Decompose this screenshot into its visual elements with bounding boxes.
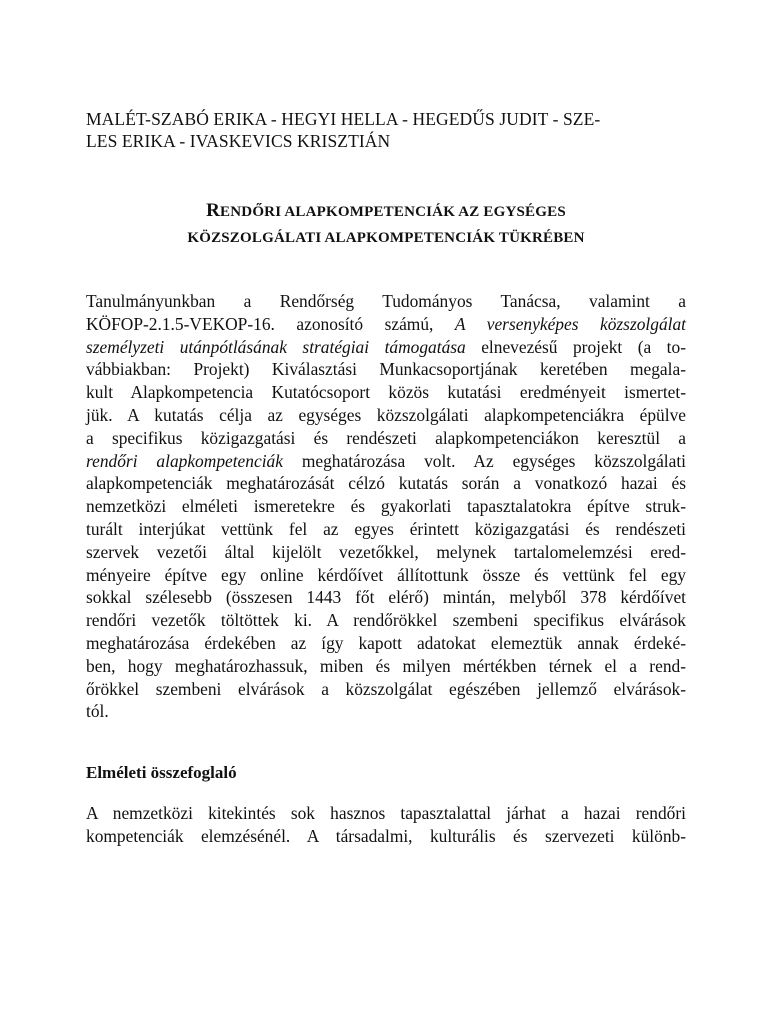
paragraph-line: szervek vezetői által kijelölt vezetőkkel, melynek tartalomelemzési ered- <box>86 541 686 562</box>
paragraph-line: a specifikus közigazgatási és rendészeti alapkompetenciákon keresztül a <box>86 427 686 448</box>
section-heading: Elméleti összefoglaló <box>86 763 237 782</box>
paper-title <box>86 198 686 251</box>
text-run: meghatározása volt. Az egységes közszolgálati <box>282 450 687 471</box>
title-initial: R <box>206 200 221 221</box>
title-line-1 <box>86 198 686 225</box>
paragraph-line <box>86 450 686 473</box>
project-title-italic: személyzeti utánpótlásának stratégiai támogatása <box>86 336 466 357</box>
paragraph-line: kult Alapkompetencia Kutatócsoport közös kutatási eredményeit ismertet- <box>86 382 686 403</box>
paragraph-line: kompetenciák elemzésénél. A társadalmi, kulturális és szervezeti különb- <box>86 825 686 846</box>
paragraph-line <box>86 336 686 359</box>
title-line-1-rest: ENDŐRI ALAPKOMPETENCIÁK AZ EGYSÉGES <box>220 204 566 220</box>
text-run: KÖFOP-2.1.5-VEKOP-16. azonosító számú, <box>86 313 455 334</box>
paragraph-line: rendőri vezetők töltöttek ki. A rendőrökkel szembeni specifikus elvárások <box>86 610 686 631</box>
paragraph-line: nemzetközi elméleti ismeretekre és gyakorlati tapasztalatokra építve struk- <box>86 496 686 517</box>
paragraph-line: őrökkel szembeni elvárások a közszolgálat egészében jellemző elvárások- <box>86 678 686 699</box>
paragraph-line: meghatározása érdekében az így kapott adatokat elemeztük annak érdeké- <box>86 632 686 653</box>
paragraph-line: ben, hogy meghatározhassuk, miben és milyen mértékben térnek el a rend- <box>86 655 686 676</box>
author-line-1: MALÉT-SZABÓ ERIKA - HEGYI HELLA - HEGEDŰS JUDIT - SZE- <box>86 109 601 129</box>
text-run: elnevezésű projekt (a to- <box>465 336 687 357</box>
author-list <box>86 108 686 152</box>
paragraph-line: Tanulmányunkban a Rendőrség Tudományos Tanácsa, valamint a <box>86 291 686 311</box>
paragraph-line: A nemzetközi kitekintés sok hasznos tapasztalattal járhat a hazai rendőri <box>86 803 686 823</box>
paragraph-line: tól. <box>86 701 109 722</box>
author-line-2: LES ERIKA - IVASKEVICS KRISZTIÁN <box>86 131 391 151</box>
paragraph-line: alapkompetenciák meghatározását célzó kutatás során a vonatkozó hazai és <box>86 473 686 494</box>
paragraph-line: turált interjúkat vettünk fel az egyes érintett közigazgatási és rendészeti <box>86 518 686 539</box>
title-line-2: KÖZSZOLGÁLATI ALAPKOMPETENCIÁK TÜKRÉBEN <box>187 230 585 246</box>
paragraph-line: vábbiakban: Projekt) Kiválasztási Munkacsoportjának keretében megala- <box>86 359 686 380</box>
section-paragraph <box>86 802 686 848</box>
paragraph-line: sokkal szélesebb (összesen 1443 főt elérő) mintán, melyből 378 kérdőívet <box>86 587 686 608</box>
project-title-italic: A versenyképes közszolgálat <box>454 313 686 334</box>
paragraph-line: ményeire építve egy online kérdőívet állítottunk össze és vettünk fel egy <box>86 564 686 585</box>
abstract-paragraph <box>86 290 686 723</box>
paragraph-line <box>86 313 686 336</box>
term-italic: rendőri alapkompetenciák <box>86 450 283 471</box>
paragraph-line: jük. A kutatás célja az egységes közszolgálati alapkompetenciákra épülve <box>86 404 686 425</box>
